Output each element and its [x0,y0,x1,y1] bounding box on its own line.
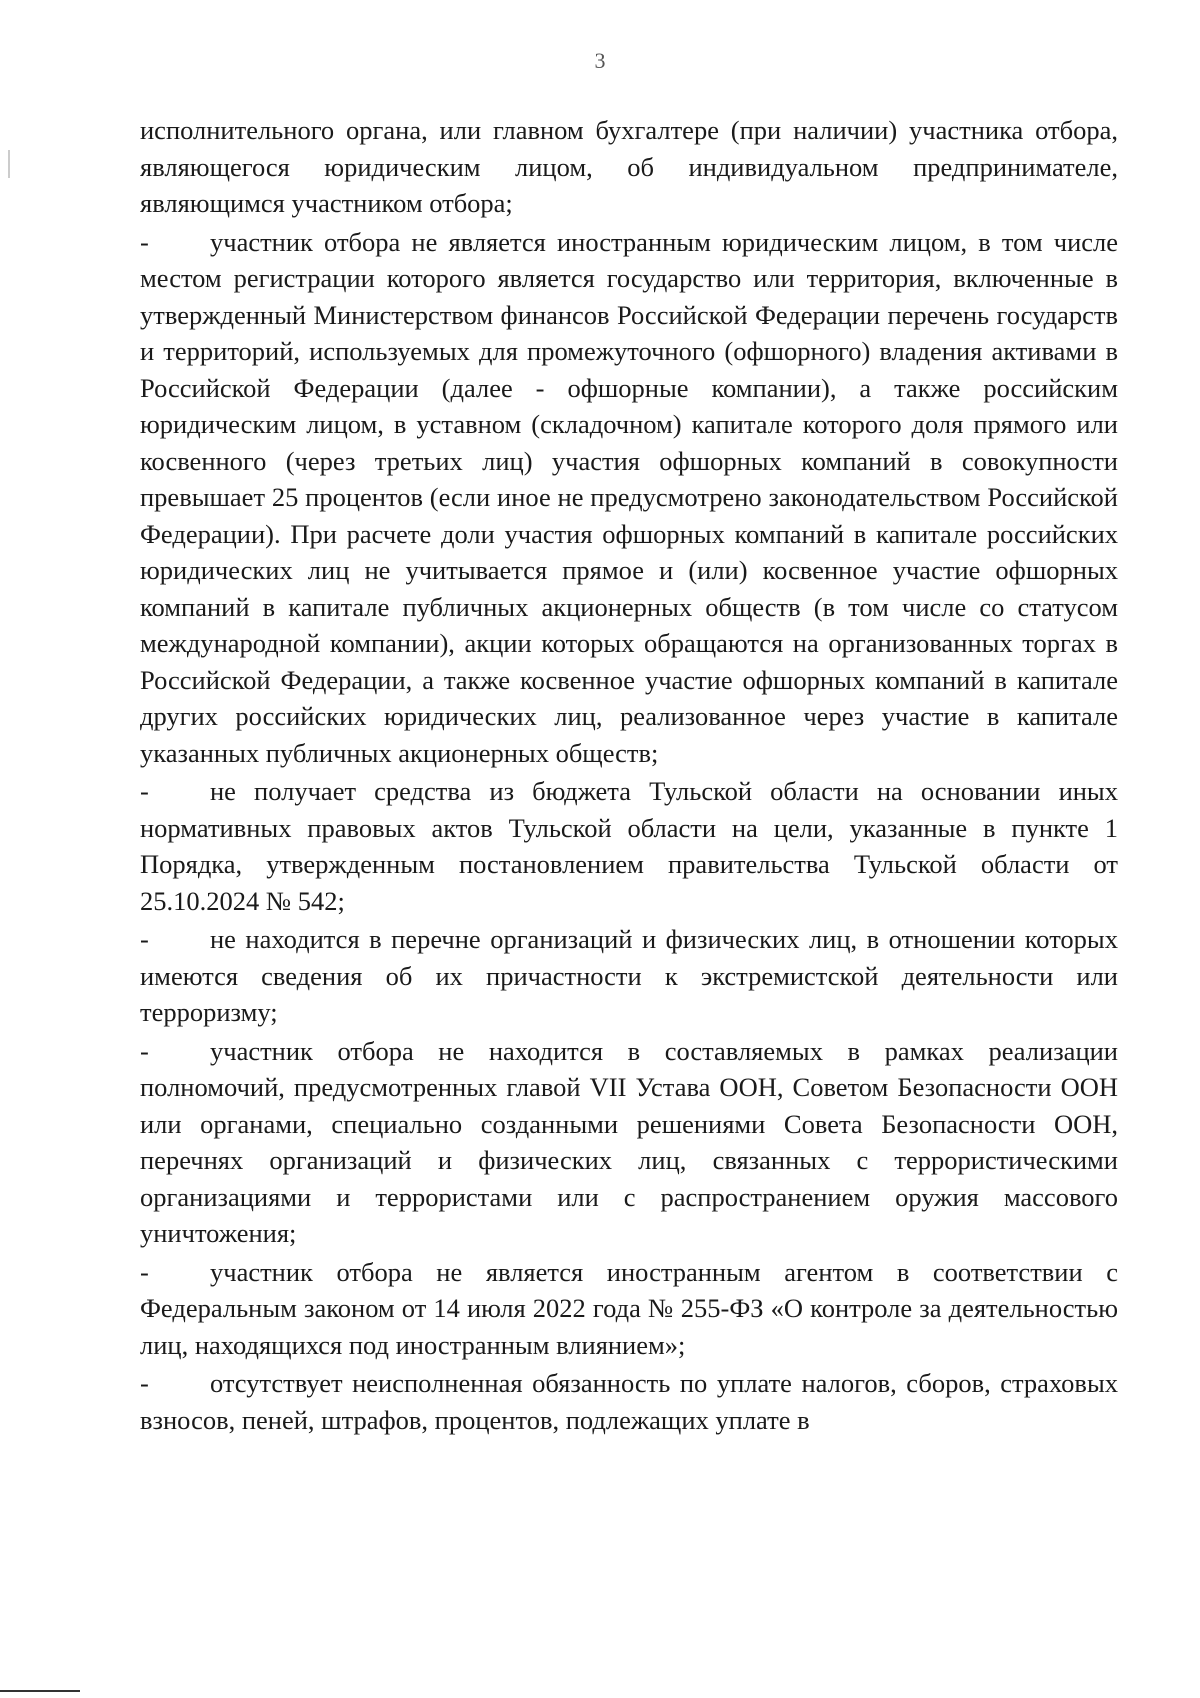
page-bottom-rule [0,1690,80,1692]
scan-margin-mark [8,150,10,178]
list-item-budget [140,773,1118,919]
list-bullet: - [140,226,149,257]
list-bullet: - [140,776,149,806]
list-bullet: - [140,1256,149,1287]
list-item-text: не находится в перечне организаций и физических лиц, в отношении которых имеются сведения об их причастности к экстремистской деятельности или терроризму; [140,924,1118,1027]
list-item-text: участник отбора не является иностранным юридическим лицом, в том числе местом регистрации которого является государство или территория, включенные в утвержденный Министерством финансов Российской Федерации перечень государств и территорий, используемых для промежуточного (офшорного) владения активами в Российской Федерации (далее - офшорные компании), а также российским юридическим лицом, в уставном (складочном) капитале которого доля прямого или косвенного (через третьих лиц) участия офшорных компаний в совокупности превышает 25 процентов (если иное не предусмотрено законодательством Российской Федерации). При расчете доли участия офшорных компаний в капитале российских юридических лиц не учитывается прямое и (или) косвенное участие офшорных компаний в капитале публичных акционерных обществ (в том числе со статусом международной компании), акции которых обращаются на организованных торгах в Российской Федерации, а также косвенное участие офшорных компаний в капитале других российских юридических лиц, реализованное через участие в капитале указанных публичных акционерных обществ; [140,226,1118,768]
list-item-un-sanctions [140,1033,1118,1252]
list-item-tax-obligation [140,1365,1118,1438]
list-item-text: участник отбора не находится в составляемых в рамках реализации полномочий, предусмотренных главой VII Устава ООН, Советом Безопасности ООН или органами, специально созданными решениями Совета Безопасности ООН, перечнях организаций и физических лиц, связанных с террористическими организациями и террористами или с распространением оружия массового уничтожения; [140,1035,1118,1248]
list-item-text: не получает средства из бюджета Тульской области на основании иных нормативных правовых актов Тульской области на цели, указанные в пункте 1 Порядка, утвержденным постановлением правительства Тульской области от 25.10.2024 № 542; [140,776,1118,916]
list-item-offshore [140,224,1118,772]
paragraph-continuation: исполнительного органа, или главном бухгалтере (при наличии) участника отбора, являющегося юридическим лицом, об индивидуальном предпринимателе, являющимся участником отбора; [140,115,1118,218]
list-item-extremism [140,921,1118,1031]
list-bullet: - [140,1368,149,1398]
list-item-text: отсутствует неисполненная обязанность по уплате налогов, сборов, страховых взносов, пеней, штрафов, процентов, подлежащих уплате в [140,1368,1118,1435]
list-item-text: участник отбора не является иностранным агентом в соответствии с Федеральным законом от 14 июля 2022 года № 255-ФЗ «О контроле за деятельностью лиц, находящихся под иностранным влиянием»; [140,1256,1118,1360]
list-item-foreign-agent [140,1254,1118,1364]
document-body [140,112,1118,1440]
list-bullet: - [140,1035,149,1066]
list-bullet: - [140,924,149,954]
page-number: 3 [594,48,606,73]
